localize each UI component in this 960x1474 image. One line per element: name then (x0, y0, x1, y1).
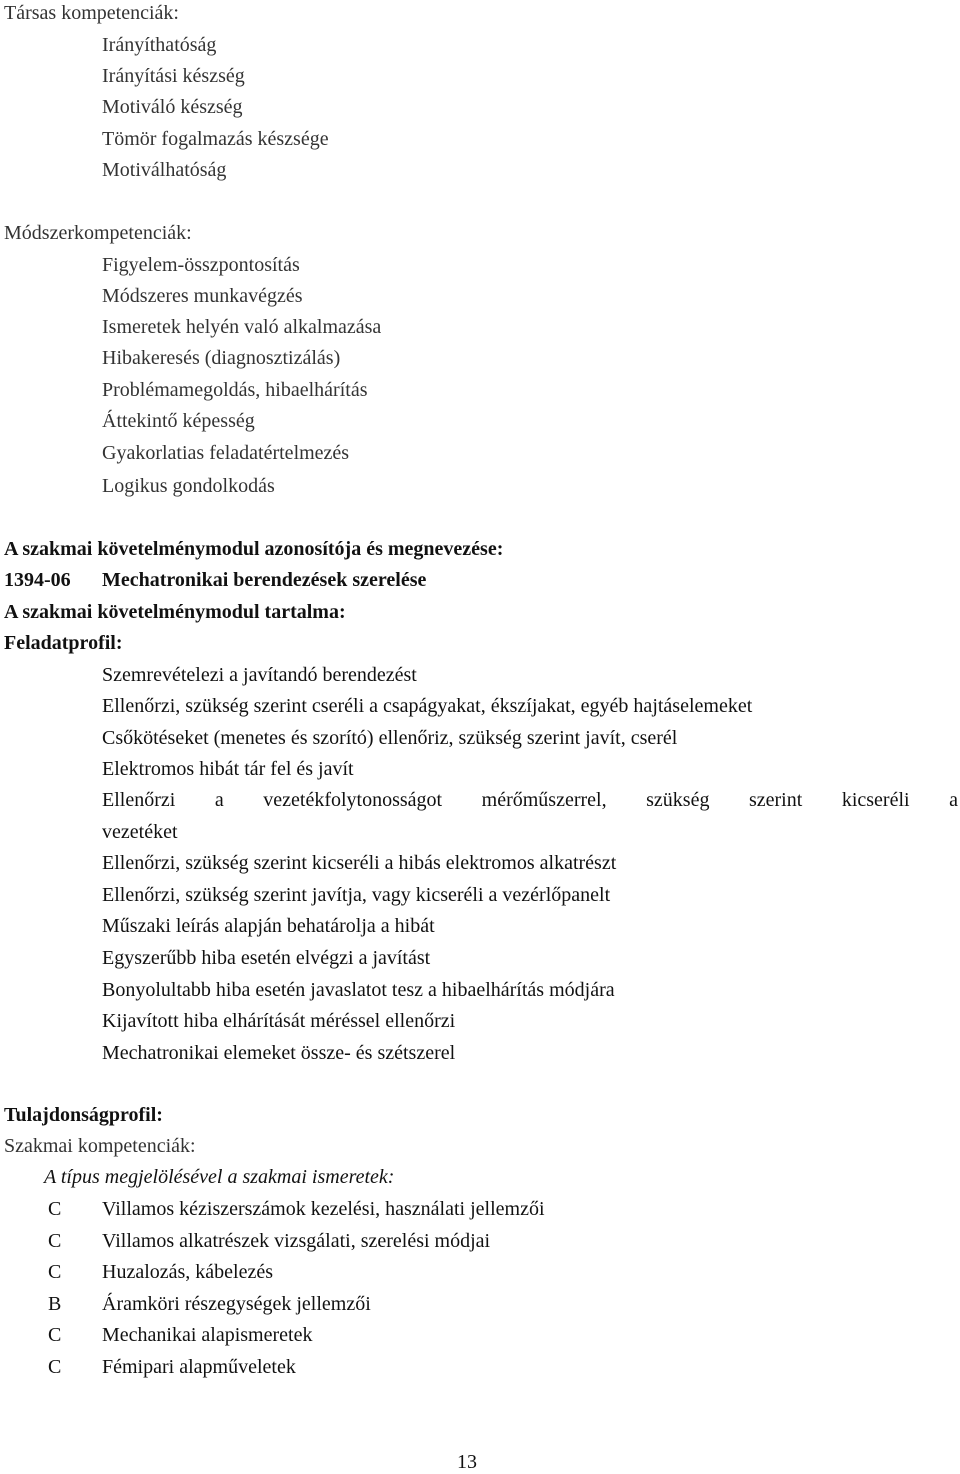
social-item: Motiválhatóság (102, 159, 227, 181)
method-item: Logikus gondolkodás (102, 475, 275, 497)
knowledge-type: C (48, 1198, 62, 1220)
module-id-heading: A szakmai követelménymodul azonosítója és megnevezése: (4, 538, 504, 560)
method-item: Módszeres munkavégzés (102, 285, 303, 307)
knowledge-type: C (48, 1356, 62, 1378)
module-name: Mechatronikai berendezések szerelése (102, 569, 427, 591)
method-item: Figyelem-összpontosítás (102, 254, 300, 276)
task-item: Műszaki leírás alapján behatárolja a hibát (102, 915, 435, 937)
method-competencies-heading: Módszerkompetenciák: (4, 222, 192, 244)
method-item: Hibakeresés (diagnosztizálás) (102, 347, 341, 369)
knowledge-item: Villamos kéziszerszámok kezelési, használati jellemzői (102, 1198, 545, 1220)
task-word: a (949, 789, 958, 811)
module-id: 1394-06 (4, 569, 71, 591)
task-item-continuation: vezetéket (102, 821, 178, 843)
task-word: mérőműszerrel, (481, 789, 607, 811)
task-word: kicseréli (841, 789, 910, 811)
task-item: Egyszerűbb hiba esetén elvégzi a javítást (102, 947, 431, 969)
social-item: Irányítási készség (102, 65, 245, 87)
task-word: a (214, 789, 224, 811)
task-word: szerint (748, 789, 803, 811)
knowledge-item: Huzalozás, kábelezés (102, 1261, 274, 1283)
task-item: Szemrevételezi a javítandó berendezést (102, 664, 417, 686)
property-profile-heading: Tulajdonságprofil: (4, 1104, 163, 1126)
professional-competencies-heading: Szakmai kompetenciák: (4, 1135, 196, 1157)
task-item: Ellenőrzi, szükség szerint kicseréli a hibás elektromos alkatrészt (102, 852, 617, 874)
task-profile-heading: Feladatprofil: (4, 632, 123, 654)
knowledge-item: Villamos alkatrészek vizsgálati, szerelési módjai (102, 1230, 491, 1252)
knowledge-item: Áramköri részegységek jellemzői (102, 1293, 371, 1315)
task-item: Ellenőrzi, szükség szerint cseréli a csapágyakat, ékszíjakat, egyéb hajtáselemeket (102, 695, 753, 717)
knowledge-item: Fémipari alapműveletek (102, 1356, 296, 1378)
task-item: Kijavított hiba elhárítását méréssel ellenőrzi (102, 1010, 456, 1032)
method-item: Gyakorlatias feladatértelmezés (102, 442, 350, 464)
knowledge-item: Mechanikai alapismeretek (102, 1324, 313, 1346)
knowledge-type: C (48, 1261, 62, 1283)
task-item: Mechatronikai elemeket össze- és szétszerel (102, 1042, 456, 1064)
module-content-heading: A szakmai követelménymodul tartalma: (4, 601, 346, 623)
social-item: Irányíthatóság (102, 34, 217, 56)
task-item: Elektromos hibát tár fel és javít (102, 758, 354, 780)
social-item: Tömör fogalmazás készsége (102, 128, 329, 150)
knowledge-type: B (48, 1293, 62, 1315)
knowledge-type: C (48, 1324, 62, 1346)
social-item: Motiváló készség (102, 96, 243, 118)
knowledge-type-heading: A típus megjelölésével a szakmai ismeretek: (44, 1166, 395, 1188)
social-competencies-heading: Társas kompetenciák: (4, 2, 179, 24)
method-item: Ismeretek helyén való alkalmazása (102, 316, 382, 338)
task-word: Ellenőrzi (102, 789, 176, 811)
page-number: 13 (457, 1451, 477, 1473)
task-item: Ellenőrzi, szükség szerint javítja, vagy kicseréli a vezérlőpanelt (102, 884, 611, 906)
method-item: Problémamegoldás, hibaelhárítás (102, 379, 368, 401)
knowledge-type: C (48, 1230, 62, 1252)
task-word: szükség (646, 789, 710, 811)
method-item: Áttekintő képesség (102, 410, 255, 432)
task-item-justified (102, 788, 958, 812)
task-word: vezetékfolytonosságot (263, 789, 443, 811)
task-item: Csőkötéseket (menetes és szorító) ellenőriz, szükség szerint javít, cserél (102, 727, 678, 749)
task-item: Bonyolultabb hiba esetén javaslatot tesz a hibaelhárítás módjára (102, 979, 615, 1001)
